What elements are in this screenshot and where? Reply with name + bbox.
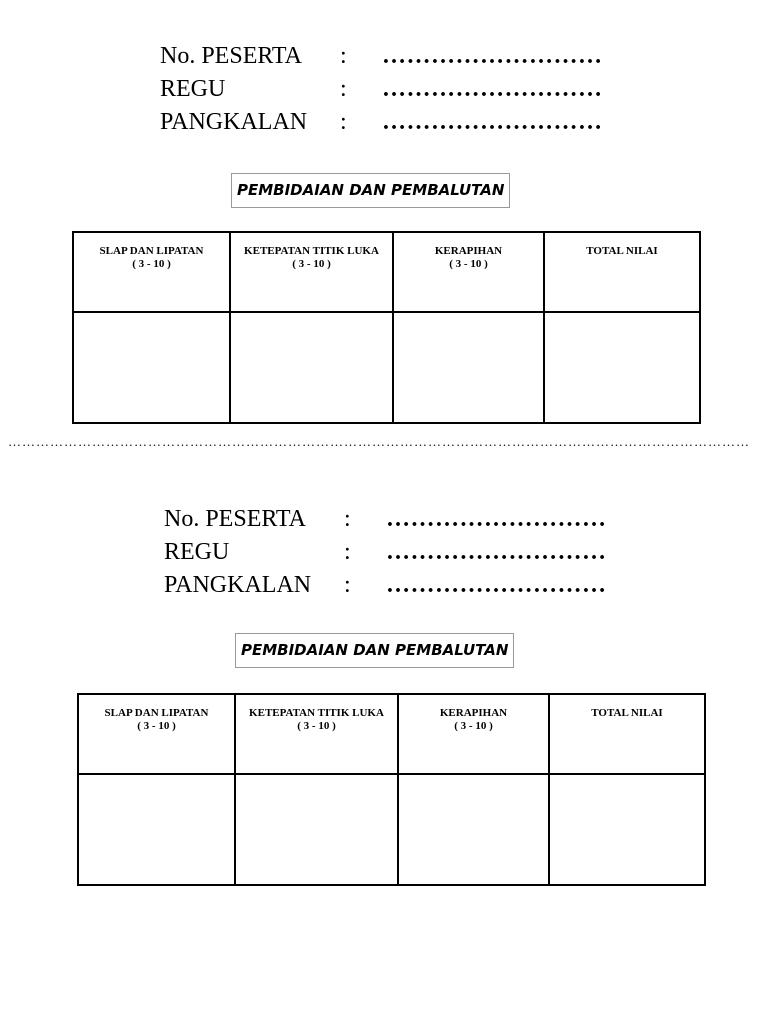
column-range: ( 3 - 10 ) [292, 258, 331, 270]
participant-number-field[interactable]: ……………………… [386, 506, 607, 532]
participant-number-row [160, 40, 603, 73]
colon: : [340, 43, 347, 69]
column-header-ketepatan-titik-luka [235, 694, 398, 774]
base-label: PANGKALAN [164, 572, 312, 598]
base-row [160, 106, 603, 139]
score-cell-slap-dan-lipatan[interactable] [73, 312, 230, 423]
base-field[interactable]: ……………………… [382, 109, 603, 135]
column-title: TOTAL NILAI [591, 707, 663, 719]
team-field[interactable]: ……………………… [386, 539, 607, 565]
score-cell-kerapihan[interactable] [398, 774, 549, 885]
column-title: TOTAL NILAI [586, 245, 658, 257]
column-header-slap-dan-lipatan [73, 232, 230, 312]
participant-number-row [164, 503, 607, 536]
colon: : [340, 76, 347, 102]
form-title: PEMBIDAIAN DAN PEMBALUTAN [235, 633, 514, 668]
score-form-1 [0, 0, 768, 440]
score-table [77, 693, 706, 886]
colon: : [340, 109, 347, 135]
team-label: REGU [164, 539, 230, 565]
column-range: ( 3 - 10 ) [454, 720, 493, 732]
team-field[interactable]: ……………………… [382, 76, 603, 102]
column-title: SLAP DAN LIPATAN [104, 707, 209, 719]
score-table-entry-row [78, 774, 705, 885]
column-title: KETEPATAN TITIK LUKA [244, 245, 379, 257]
score-form-2 [0, 463, 768, 903]
participant-number-field[interactable]: ……………………… [382, 43, 603, 69]
team-row [164, 536, 607, 569]
score-cell-kerapihan[interactable] [393, 312, 544, 423]
colon: : [344, 572, 351, 598]
participant-number-label: No. PESERTA [164, 506, 306, 532]
base-row [164, 569, 607, 602]
score-cell-total-nilai[interactable] [544, 312, 700, 423]
column-title: SLAP DAN LIPATAN [99, 245, 204, 257]
score-table-entry-row [73, 312, 700, 423]
column-title: KERAPIHAN [434, 245, 503, 257]
column-header-kerapihan [393, 232, 544, 312]
column-range: ( 3 - 10 ) [297, 720, 336, 732]
column-header-slap-dan-lipatan [78, 694, 235, 774]
participant-info [164, 503, 607, 602]
column-title: KETEPATAN TITIK LUKA [249, 707, 384, 719]
column-header-ketepatan-titik-luka [230, 232, 393, 312]
score-table [72, 231, 701, 424]
colon: : [344, 506, 351, 532]
column-range: ( 3 - 10 ) [132, 258, 171, 270]
score-table-header-row [73, 232, 700, 312]
score-cell-ketepatan-titik-luka[interactable] [235, 774, 398, 885]
colon: : [344, 539, 351, 565]
team-label: REGU [160, 76, 226, 102]
score-cell-total-nilai[interactable] [549, 774, 705, 885]
score-table-header-row [78, 694, 705, 774]
column-header-total-nilai [549, 694, 705, 774]
form-title: PEMBIDAIAN DAN PEMBALUTAN [231, 173, 510, 208]
participant-info [160, 40, 603, 139]
column-header-total-nilai [544, 232, 700, 312]
column-title: KERAPIHAN [439, 707, 508, 719]
participant-number-label: No. PESERTA [160, 43, 302, 69]
base-field[interactable]: ……………………… [386, 572, 607, 598]
score-cell-ketepatan-titik-luka[interactable] [230, 312, 393, 423]
column-range: ( 3 - 10 ) [449, 258, 488, 270]
team-row [160, 73, 603, 106]
cut-line: …………………………………………………………………………………………………………………………………………… [8, 436, 750, 448]
column-range: ( 3 - 10 ) [137, 720, 176, 732]
column-header-kerapihan [398, 694, 549, 774]
base-label: PANGKALAN [160, 109, 308, 135]
score-cell-slap-dan-lipatan[interactable] [78, 774, 235, 885]
